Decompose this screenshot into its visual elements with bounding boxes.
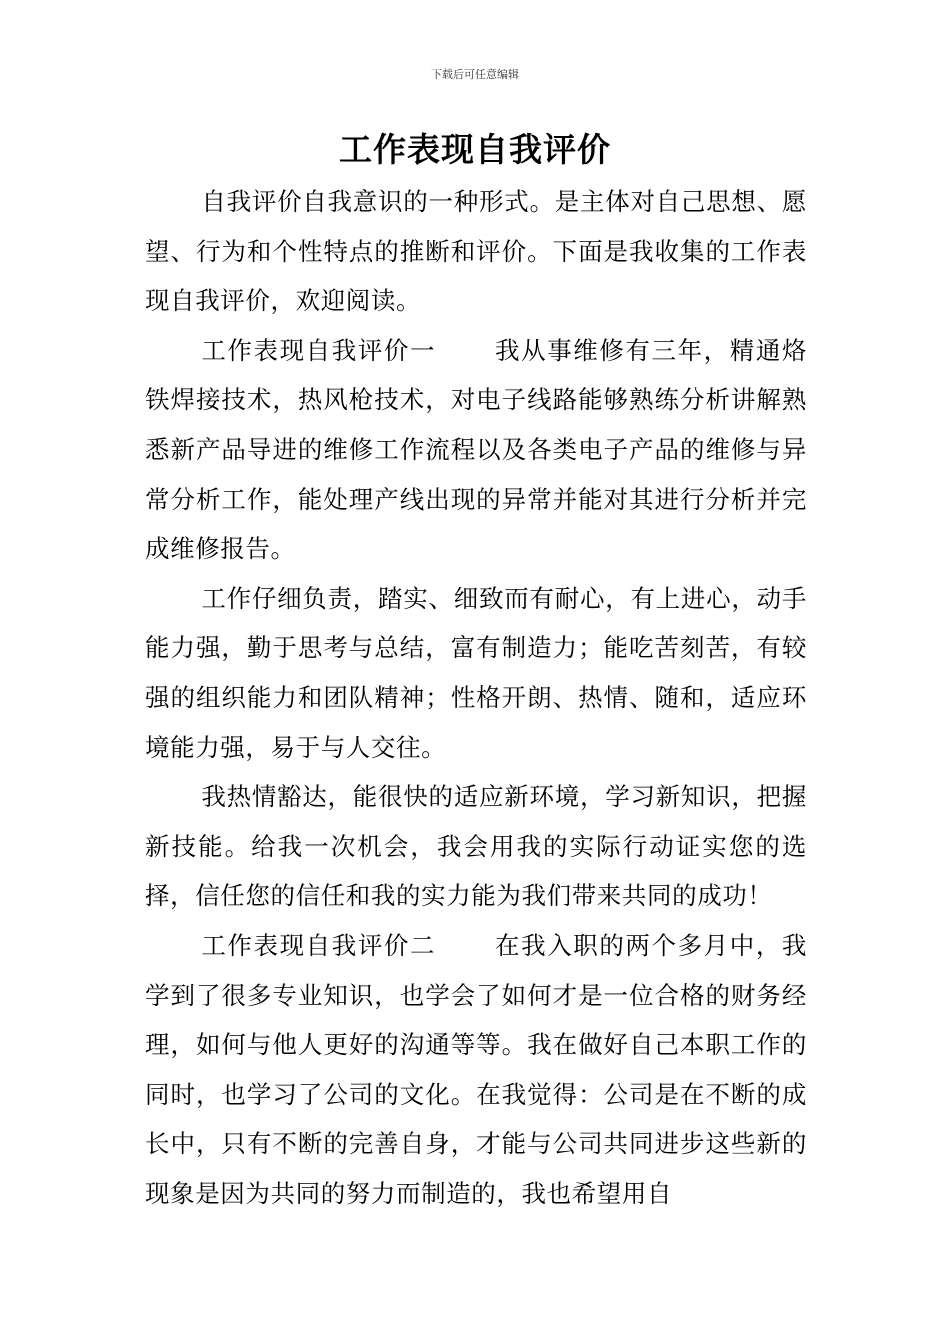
paragraph-text: 我热情豁达，能很快的适应新环境，学习新知识，把握新技能。给我一次机会，我会用我的实际行动证实您的选择，信任您的信任和我的实力能为我们带来共同的成功！ bbox=[145, 782, 807, 911]
document-title: 工作表现自我评价 bbox=[339, 130, 611, 169]
header-note: 下载后可任意编辑 bbox=[431, 68, 519, 81]
paragraph-intro bbox=[145, 177, 807, 326]
section-heading: 工作表现自我评价一 bbox=[201, 335, 437, 365]
document-body bbox=[145, 177, 807, 1218]
paragraph-text: 工作仔细负责，踏实、细致而有耐心，有上进心，动手能力强，勤于思考与总结，富有制造力；能吃苦刻苦，有较强的组织能力和团队精神；性格开朗、热情、随和，适应环境能力强，易于与人交往。 bbox=[145, 583, 807, 762]
paragraph-text: 自我评价自我意识的一种形式。是主体对自己思想、愿望、行为和个性特点的推断和评价。下面是我收集的工作表现自我评价，欢迎阅读。 bbox=[145, 187, 807, 316]
paragraph-section-one bbox=[145, 326, 807, 574]
section-heading: 工作表现自我评价二 bbox=[201, 930, 437, 960]
paragraph-text: 在我入职的两个多月中，我学到了很多专业知识，也学会了如何才是一位合格的财务经理，如何与他人更好的沟通等等。我在做好自己本职工作的同时，也学习了公司的文化。在我觉得：公司是在不断的成长中，只有不断的完善自身，才能与公司共同进步这些新的现象是因为共同的努力而制造的，我也希望用自 bbox=[145, 930, 808, 1208]
paragraph-commitment bbox=[145, 772, 807, 921]
paragraph-section-two bbox=[145, 921, 807, 1219]
paragraph-qualities bbox=[145, 574, 807, 772]
paragraph-text: 我从事维修有三年，精通烙铁焊接技术，热风枪技术，对电子线路能够熟练分析讲解熟悉新产品导进的维修工作流程以及各类电子产品的维修与异常分析工作，能处理产线出现的异常并能对其进行分析并完成维修报告。 bbox=[145, 335, 808, 564]
